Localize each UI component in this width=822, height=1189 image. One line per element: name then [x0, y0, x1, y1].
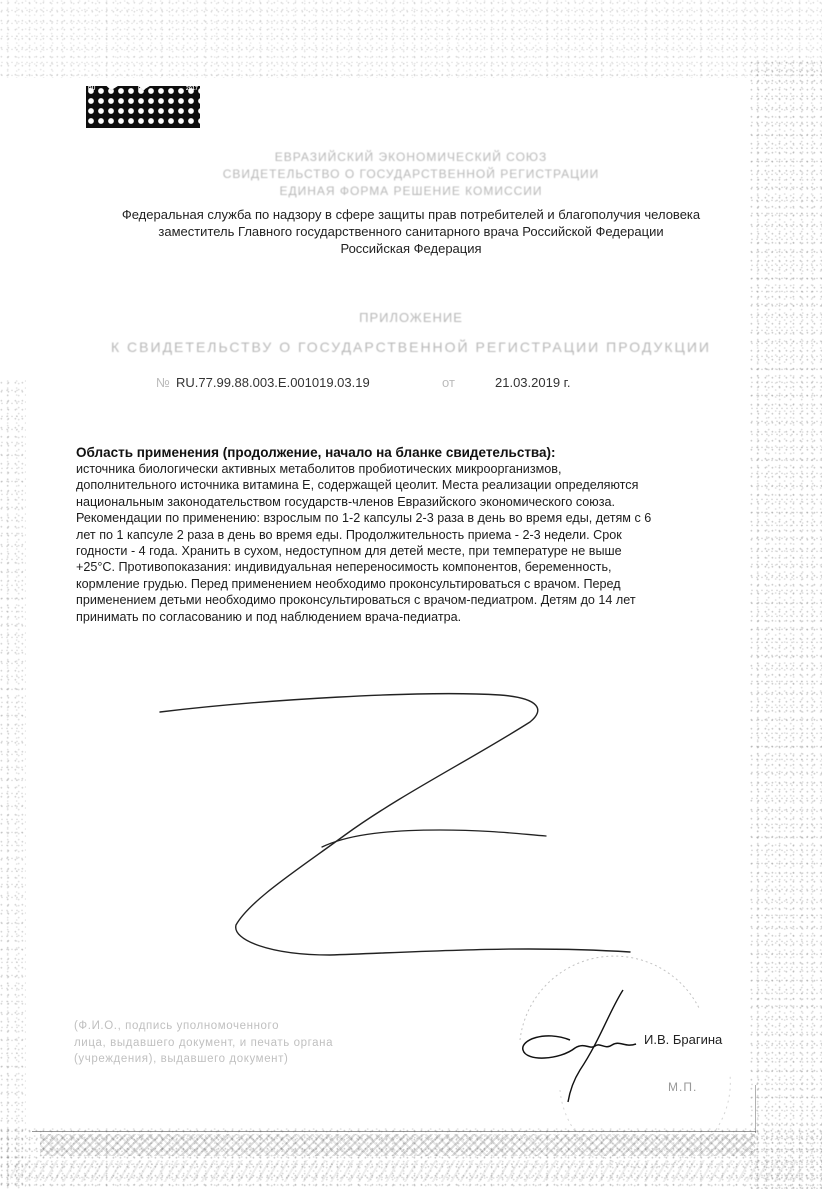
body-line: лет по 1 капсуле 2 раза в день во время еды. Продолжительность приема - 2-3 недели. Срок — [76, 527, 622, 542]
signer-name: И.В. Брагина — [644, 1032, 723, 1047]
body-line: +25°С. Противопоказания: индивидуальная непереносимость компонентов, беременность, — [76, 560, 612, 575]
body-line: применением детьми необходимо проконсультироваться с врачом-педиатром. Детям до 14 лет — [76, 593, 636, 608]
faded-document-title: ПРИЛОЖЕНИЕ — [359, 310, 463, 325]
faded-header-line: ЕВРАЗИЙСКИЙ ЭКОНОМИЧЕСКИЙ СОЮЗ — [274, 150, 548, 164]
emblem-label: 2017 — [186, 86, 198, 92]
issuing-country: Российская Федерация — [340, 241, 482, 256]
body-line: кормление грудью. Перед применением необходимо проконсультироваться с врачом. Перед — [76, 576, 621, 591]
faded-header-line: ЕДИНАЯ ФОРМА РЕШЕНИЕ КОМИССИИ — [279, 184, 543, 198]
faded-header-line: СВИДЕТЕЛЬСТВО О ГОСУДАРСТВЕННОЙ РЕГИСТРАЦИИ — [222, 167, 600, 181]
body-line: принимать по согласованию и под наблюдением врача-педиатра. — [76, 609, 462, 624]
section-title: Область применения (продолжение, начало на бланке свидетельства): — [76, 445, 556, 460]
registration-number-prefix: № — [156, 375, 170, 390]
body-line: Рекомендации по применению: взрослым по 1-2 капсулы 2-3 раза в день во время еды, детям с 6 — [76, 511, 652, 526]
registration-number: RU.77.99.88.003.E.001019.03.19 — [176, 375, 370, 390]
issuing-official-title: заместитель Главного государственного санитарного врача Российской Федерации — [158, 224, 664, 239]
emblem-label: RU — [88, 86, 96, 92]
body-line: годности - 4 года. Хранить в сухом, недоступном для детей месте, при температуре не выше — [76, 544, 622, 559]
stamp-label: М.П. — [668, 1080, 698, 1094]
footnote-line: (Ф.И.О., подпись уполномоченного — [74, 1020, 280, 1032]
footnote-line: лица, выдавшего документ, и печать органа — [74, 1036, 334, 1049]
registration-date: 21.03.2019 г. — [495, 375, 571, 390]
faded-document-subtitle: К СВИДЕТЕЛЬСТВУ О ГОСУДАРСТВЕННОЙ РЕГИСТРАЦИИ ПРОДУКЦИИ — [111, 339, 711, 355]
body-line: дополнительного источника витамина Е, содержащей цеолит. Места реализации определяются — [76, 478, 639, 493]
emblem-label: RU — [138, 86, 146, 92]
registration-date-separator: от — [442, 375, 455, 390]
signature-footnote — [74, 1018, 454, 1068]
body-line: источника биологически активных метаболитов пробиотических микроорганизмов, — [76, 462, 562, 476]
body-line: национальным законодательством государств-членов Евразийского экономического союза. — [76, 494, 616, 509]
footnote-line: (учреждения), выдавшего документ) — [74, 1053, 289, 1065]
issuing-authority: Федеральная служба по надзору в сфере защиты прав потребителей и благополучия человека — [121, 207, 701, 222]
